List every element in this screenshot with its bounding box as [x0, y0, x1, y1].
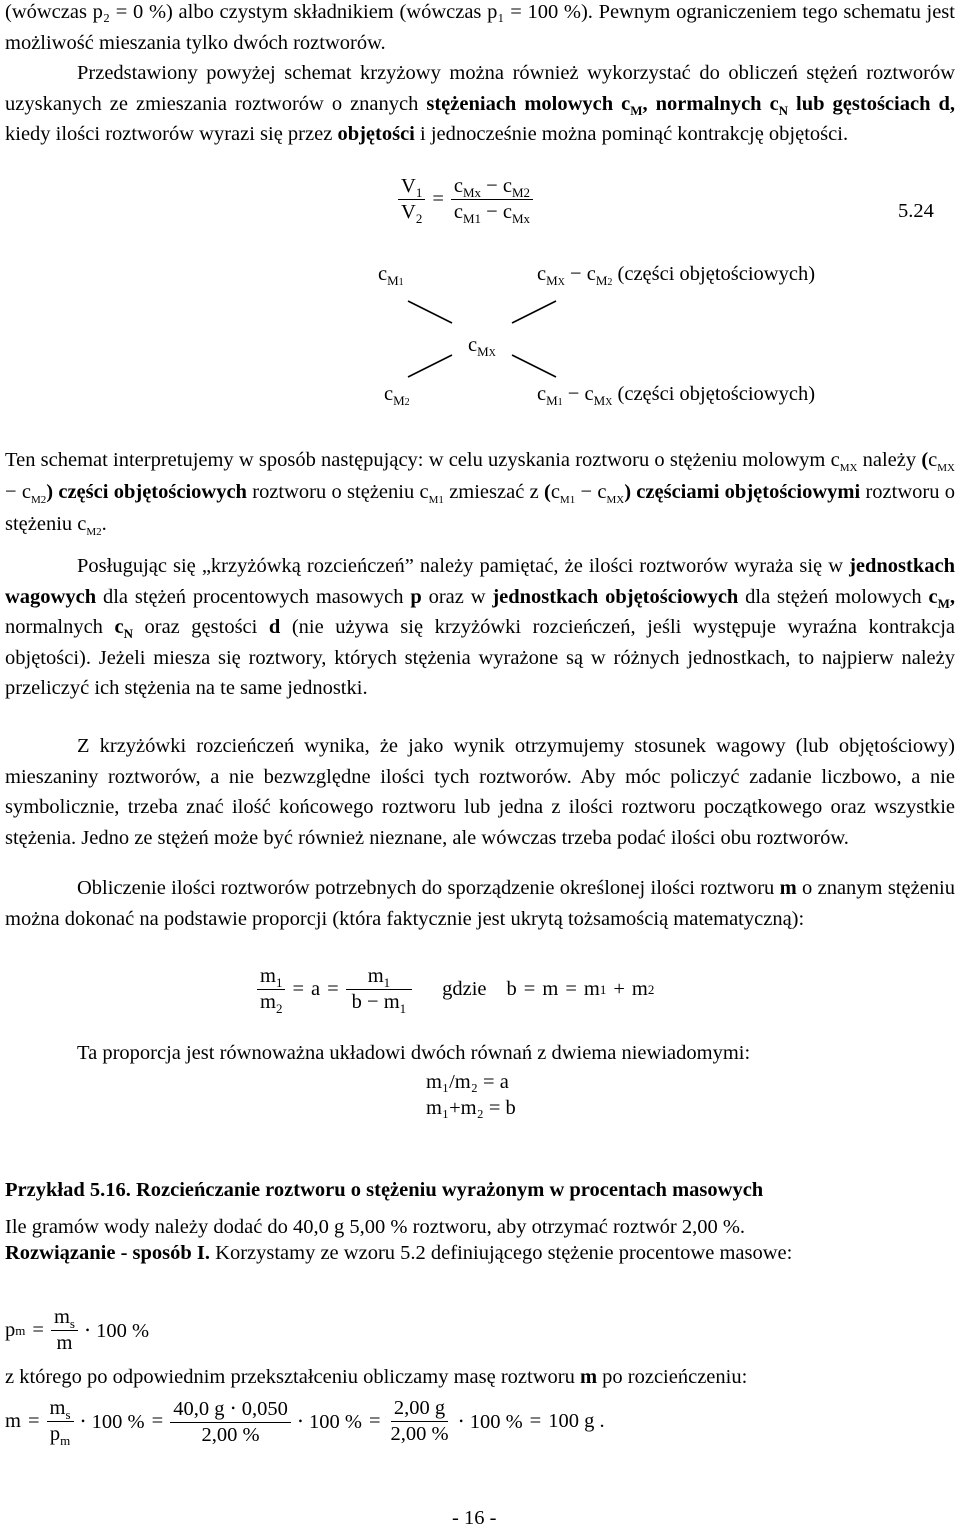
example-title: Przykład 5.16. Rozcieńczanie roztworu o stężeniu wyrażonym w procentach masowych — [5, 1179, 764, 1201]
system-equation-2: m₁+m₂ = b — [426, 1097, 516, 1119]
equation-proportion: $\frac{m_1}{m_2}$ = a = $\frac{m_1}{b - m_1}$ gdzie b = m = m 1 + m 2 — [257, 965, 654, 1014]
cross-line-top-right — [512, 301, 556, 323]
cross-line-bottom-right — [512, 355, 556, 377]
cross-cm1: $c_{M1}$ — [378, 263, 404, 289]
equation-final-mass: m = $\frac{m_s}{p_m}$ ⋅ 100 % = $\frac{40,0 g \cdot 0,050}{2,00 \%}$ ⋅ 100 % = $\frac{2,00 g}{2,00 \%}$ ⋅ 100 % = 100 g . — [5, 1397, 605, 1449]
paragraph-continuation: (wówczas p₂ = 0 %) albo czystym składnikiem (wówczas p₁ = 100 %). Pewnym ograniczeniem tego schematu jest możliwość mieszania tylko dwóch roztworów. — [5, 1, 955, 54]
cross-line-top-left — [408, 301, 452, 323]
page-number: - 16 - — [452, 1507, 497, 1529]
example-solution-intro: Rozwiązanie - sposób I. Korzystamy ze wzoru 5.2 definiującego stężenie procentowe masowe: — [5, 1242, 793, 1264]
paragraph-units-note: Posługując się „krzyżówką rozcieńczeń” należy pamiętać, że ilości roztworów wyraża się w jednostkach wagowych dla stężeń procentowych masowych p oraz w jednostkach objętościowych dla stężeń molowych $c_M$, normalnych $c_N$ oraz gęstości d (nie używa się krzyżówki rozcieńczeń, jeśli występuje wyraźna kontrakcja objętości). Jeżeli miesza się roztwory, których stężenia wyrażone są w różnych jednostkach, to najpierw należy przeliczyć ich stężenia na te same jednostki. — [5, 555, 955, 699]
example-question: Ile gramów wody należy dodać do 40,0 g 5,00 % roztworu, aby otrzymać roztwór 2,00 %. — [5, 1216, 746, 1238]
cross-cmx: $c_{MX}$ — [468, 334, 496, 360]
equation-label: 5.24 — [898, 200, 934, 222]
cross-bottom-right: $c_{M1} - c_{MX}$ (części objętościowych) — [537, 383, 816, 409]
cross-lines — [0, 0, 960, 420]
paragraph-rearrange: z którego po odpowiednim przekształceniu obliczamy masę roztworu m po rozcieńczeniu: — [5, 1366, 748, 1388]
system-equation-1: m₁/m₂ = a — [426, 1071, 509, 1093]
paragraph-proportion: Obliczenie ilości roztworów potrzebnych do sporządzenie określonej ilości roztworu m o znanym stężeniu można dokonać na podstawie proporcji (która faktycznie jest ukrytą tożsamością matematyczną): — [5, 877, 955, 930]
equation-mass-percent: p m = $\frac{m_s}{m}$ ⋅ 100 % — [5, 1306, 150, 1354]
paragraph-system: Ta proporcja jest równoważna układowi dwóch równań z dwiema niewiadomymi: — [77, 1042, 751, 1064]
equation-5-24: $\frac{V_1}{V_2}$ = $\frac{c_{Mx} - c_{M2}}{c_{M1} - c_{Mx}}$ — [398, 175, 533, 224]
paragraph-cross-scheme-use: Przedstawiony powyżej schemat krzyżowy można również wykorzystać do obliczeń stężeń roztworów uzyskanych ze zmieszania roztworów o znanych stężeniach molowych $c_M$, normalnych $c_N$ lub gęstościach d, kiedy ilości roztworów wyrazi się przez objętości i jednocześnie można pominąć kontrakcję objętości. — [5, 62, 956, 145]
cross-line-bottom-left — [408, 355, 452, 377]
paragraph-cross-result: Z krzyżówki rozcieńczeń wynika, że jako wynik otrzymujemy stosunek wagowy (lub objętościowy) mieszaniny roztworów, a nie bezwzględne ilości tych roztworów. Aby móc policzyć zadanie liczbowo, a nie symbolicznie, trzeba znać ilość końcowego roztworu lub jedna z ilości roztworu początkowego oraz wszystkie stężenia. Jedno ze stężeń może być również nieznane, ale wówczas trzeba podać ilości obu roztworów. — [5, 735, 955, 849]
cross-top-right: $c_{MX} - c_{M2}$ (części objętościowych) — [537, 263, 816, 289]
paragraph-scheme-interpretation: Ten schemat interpretujemy w sposób następujący: w celu uzyskania roztworu o stężeniu molowym $c_{MX}$ należy $(c_{MX} - c_{M2})$ części objętościowych roztworu o stężeniu $c_{M1}$ zmieszać z $(c_{M1} - c_{MX})$ częściami objętościowymi roztworu o stężeniu $c_{M2}$. — [5, 449, 956, 539]
cross-cm2: $c_{M2}$ — [384, 383, 410, 409]
